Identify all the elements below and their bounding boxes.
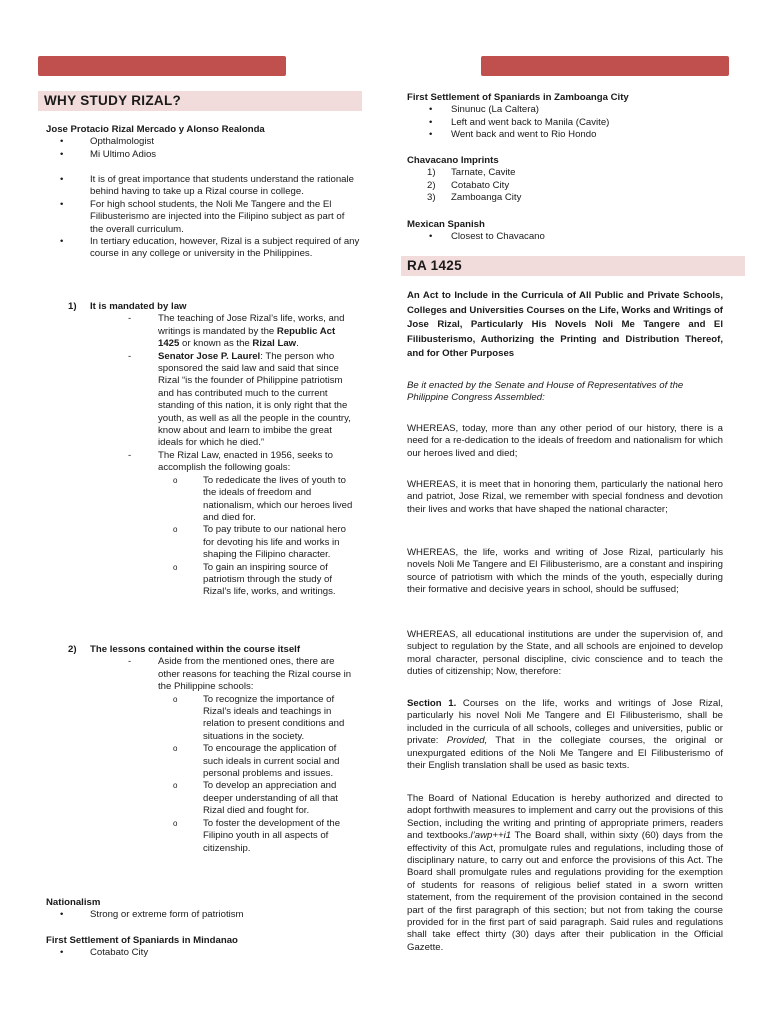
list-item: • Sinunuc (La Caltera): [407, 104, 723, 116]
intro-item: • In tertiary education, however, Rizal is a subject required of any course in any college or university in the Philippines.: [38, 236, 360, 261]
whereas-clause: WHEREAS, it is meet that in honoring them, particularly the national hero and patriot, Jose Rizal, we remember with special fondness and devotion their lives and works that have shaped the national character;: [407, 479, 723, 515]
whereas-clause: WHEREAS, the life, works and writing of Jose Rizal, particularly his novels Noli Me Tangere and El Filibusterismo, are a constant and inspiring source of patriotism with which the minds of the youth, especially during their formative and decisive years in school, should be suffused;: [407, 547, 723, 596]
zamboanga-heading: First Settlement of Spaniards in Zamboanga City: [407, 92, 629, 103]
full-name-heading: Jose Protacio Rizal Mercado y Alonso Realonda: [46, 124, 265, 135]
list-item: • Mi Ultimo Adios: [38, 149, 362, 161]
goal-item: o To recognize the importance of Rizal’s ideals and teachings in relation to present conditions and situations in the society.: [38, 694, 353, 744]
reason-1-dash: - Senator Jose P. Laurel: The person who sponsored the said law and said that since Rizal “is the founder of Philippine patriotism and has contributed much to the current standing of this nation, it is only right that the youth, as well as all the people in the country, know about and learn to imbibe the great ideals for which he died.”: [38, 351, 358, 450]
list-item: 1) Tarnate, Cavite: [427, 167, 516, 179]
list-item: • Went back and went to Rio Hondo: [407, 129, 723, 141]
section-1: Section 1. Courses on the life, works and writings of Jose Rizal, particularly his novel Noli Me Tangere and El Filibusterismo, shall be included in the curricula of all schools, colleges and universities, public or private: Provided, That in the collegiate courses, the original or unexpurgated editions of the Noli Me Tangere and El Filibusterismo of their English translation shall be used as basic texts.: [407, 698, 723, 772]
mindanao-heading: First Settlement of Spaniards in Mindanao: [46, 935, 238, 946]
board-paragraph: The Board of National Education is hereby authorized and directed to adopt forthwith measures to implement and carry out the provisions of this Section, including the writing and printing of appropriate primers, readers and textbooks.l’awp++i1 The Board shall, within sixty (60) days from the effectivity of this Act, promulgate rules and regulations, including those of disciplinary nature, to carry out and enforce the provisions of this Act. The Board shall promulgate rules and regulations providing for the exemption of students for reasons of religious belief stated in a sworn written statement, from the requirement of the provision contained in the second part of the first paragraph of this section; but not from taking the course provided for in the first part of said paragraph. Said rules and regulations shall take effect thirty (30) days after their publication in the Official Gazette.: [407, 793, 723, 953]
intro-item: • For high school students, the Noli Me Tangere and the El Filibusterismo are injected into the Filipino subject as part of the overall curriculum.: [38, 199, 360, 236]
whereas-clause: WHEREAS, today, more than any other period of our history, there is a need for a re-dedication to the ideals of freedom and nationalism for which our heroes lived and died;: [407, 423, 723, 459]
list-item: 3) Zamboanga City: [427, 192, 522, 204]
goal-item: o To pay tribute to our national hero for devoting his life and works in shaping the Filipino character.: [38, 524, 353, 561]
list-item: • Left and went back to Manila (Cavite): [407, 117, 723, 129]
left-header-bar: [38, 56, 286, 76]
goal-item: o To develop an appreciation and deeper understanding of all that Rizal died and fought for.: [38, 780, 353, 817]
goal-item: o To foster the development of the Filipino youth in all aspects of citizenship.: [38, 818, 353, 855]
list-item: • Cotabato City: [38, 947, 362, 959]
chavacano-heading: Chavacano Imprints: [407, 155, 499, 166]
reason-2-title: 2) The lessons contained within the course itself: [68, 644, 301, 655]
goal-item: o To gain an inspiring source of patriotism through the study of Rizal’s life, works, and writings.: [38, 562, 353, 599]
list-item: • Strong or extreme form of patriotism: [38, 909, 362, 921]
act-title: An Act to Include in the Curricula of All Public and Private Schools, Colleges and Universities Courses on the Life, Works and Writings of Jose Rizal, Particularly His Novels Noli Me Tangere and El Filibusterismo, Authorizing the Printing and Distribution Thereof, and for Other Purposes: [407, 290, 723, 359]
goal-item: o To encourage the application of such ideals in current social and personal problems and issues.: [38, 743, 353, 780]
reason-1-dash: - The teaching of Jose Rizal’s life, works, and writings is mandated by the Republic Act 1425 or known as the Rizal Law.: [38, 313, 358, 350]
list-item: • Closest to Chavacano: [407, 231, 723, 243]
reason-1-dash: - The Rizal Law, enacted in 1956, seeks to accomplish the following goals:: [38, 450, 358, 475]
reason-1-title: 1) It is mandated by law: [68, 301, 187, 312]
right-header-bar: [481, 56, 729, 76]
whereas-clause: WHEREAS, all educational institutions are under the supervision of, and subject to regulation by the State, and all schools are enjoined to develop moral character, personal discipline, civic conscience and to teach the duties of citizenship; Now, therefore:: [407, 629, 723, 678]
ra-1425-heading: RA 1425: [401, 256, 745, 276]
reason-2-dash: - Aside from the mentioned ones, there are other reasons for teaching the Rizal course in the Philippine schools:: [38, 656, 358, 693]
why-study-rizal-heading: WHY STUDY RIZAL?: [38, 91, 362, 111]
list-item: • Opthalmologist: [38, 136, 362, 148]
nationalism-heading: Nationalism: [46, 897, 101, 908]
mexican-spanish-heading: Mexican Spanish: [407, 219, 485, 230]
list-item: 2) Cotabato City: [427, 179, 510, 191]
intro-item: • It is of great importance that students understand the rationale behind having to take up a Rizal course in college.: [38, 174, 360, 199]
goal-item: o To rededicate the lives of youth to the ideals of freedom and nationalism, which our heroes lived and died for.: [38, 475, 353, 525]
enacting-clause: Be it enacted by the Senate and House of Representatives of the Philippine Congress Assembled:: [407, 380, 684, 404]
